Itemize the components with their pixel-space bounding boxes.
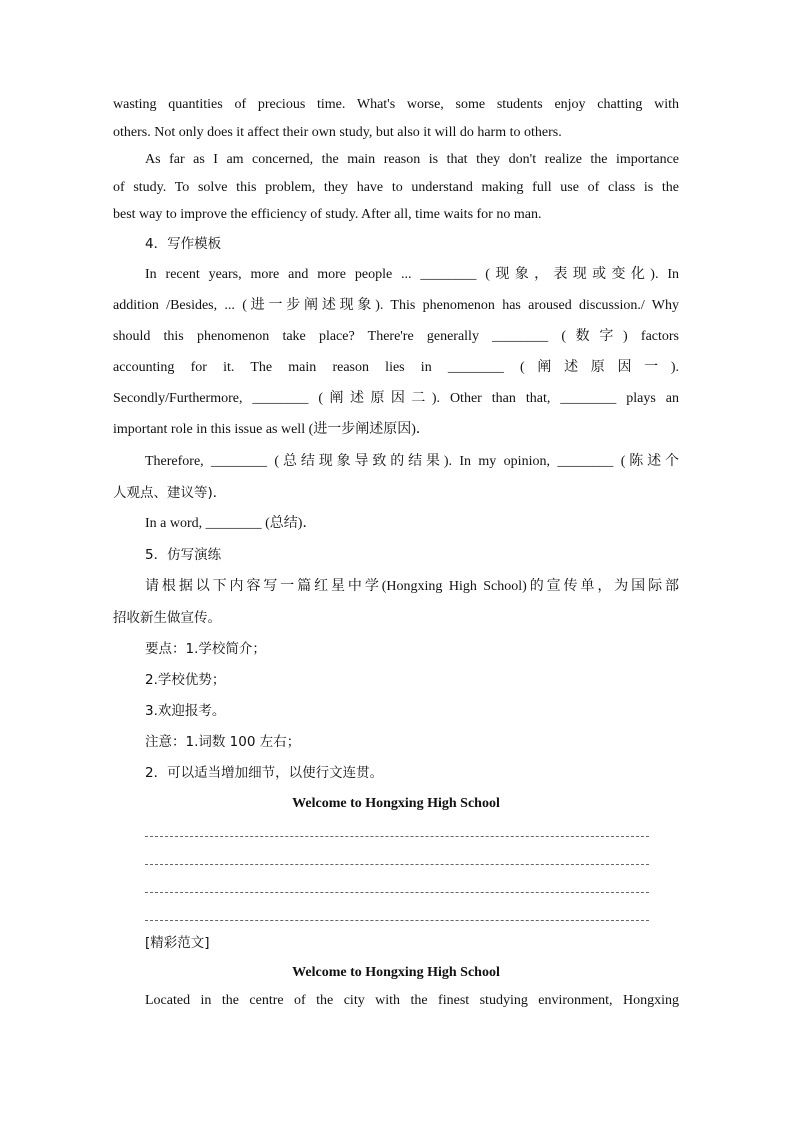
prompt-line: 招收新生做宣传。 — [113, 610, 221, 626]
sample-line: Located in the centre of the city with the finest studying environment, Hongxing — [145, 993, 679, 1008]
passage-line: others. Not only does it affect their own study, but also it will do harm to others. — [113, 125, 562, 140]
passage-line: wasting quantities of precious time. What's worse, some students enjoy chatting with — [113, 97, 679, 112]
template-line: should this phenomenon take place? There're generally ________ (数字) factors — [113, 329, 679, 344]
template-line: In recent years, more and more people ... ________ (现象，表现或变化). In — [145, 267, 679, 282]
passage-line: As far as I am concerned, the main reason is that they don't realize the importance — [145, 152, 679, 167]
writing-line — [145, 920, 649, 921]
sample-title: Welcome to Hongxing High School — [292, 965, 500, 980]
template-line: Therefore, ________ (总结现象导致的结果). In my opinion, ________ (陈述个 — [145, 454, 679, 469]
passage-line: of study. To solve this problem, they have to understand making full use of class is the — [113, 180, 679, 195]
point-item: 2.学校优势； — [145, 672, 226, 688]
point-item: 3.欢迎报考。 — [145, 703, 226, 719]
section-heading: 5．仿写演练 — [145, 547, 222, 563]
writing-line — [145, 892, 649, 893]
prompt-line: 请根据以下内容写一篇红星中学(Hongxing High School)的宣传单，为国际部 — [145, 579, 679, 594]
essay-title: Welcome to Hongxing High School — [292, 796, 500, 811]
section-heading: 4．写作模板 — [145, 236, 222, 252]
template-line: accounting for it. The main reason lies in ________ (阐述原因一). — [113, 360, 679, 375]
template-line: addition /Besides, ... (进一步阐述现象). This phenomenon has aroused discussion./ Why — [113, 298, 679, 313]
sample-label: [精彩范文] — [145, 935, 210, 951]
template-line: Secondly/Furthermore, ________ (阐述原因二). Other than that, ________ plays an — [113, 391, 679, 406]
writing-line — [145, 864, 649, 865]
passage-line: best way to improve the efficiency of study. After all, time waits for no man. — [113, 207, 542, 222]
writing-line — [145, 836, 649, 837]
template-line: In a word, ________ (总结)． — [145, 516, 317, 531]
note-item: 2．可以适当增加细节，以使行文连贯。 — [145, 765, 384, 781]
note-item: 注意：1.词数 100 左右； — [145, 734, 301, 750]
template-line: 人观点、建议等)． — [113, 485, 227, 501]
template-line: important role in this issue as well (进一步阐述原因)． — [113, 422, 430, 437]
point-item: 要点：1.学校简介； — [145, 641, 266, 657]
